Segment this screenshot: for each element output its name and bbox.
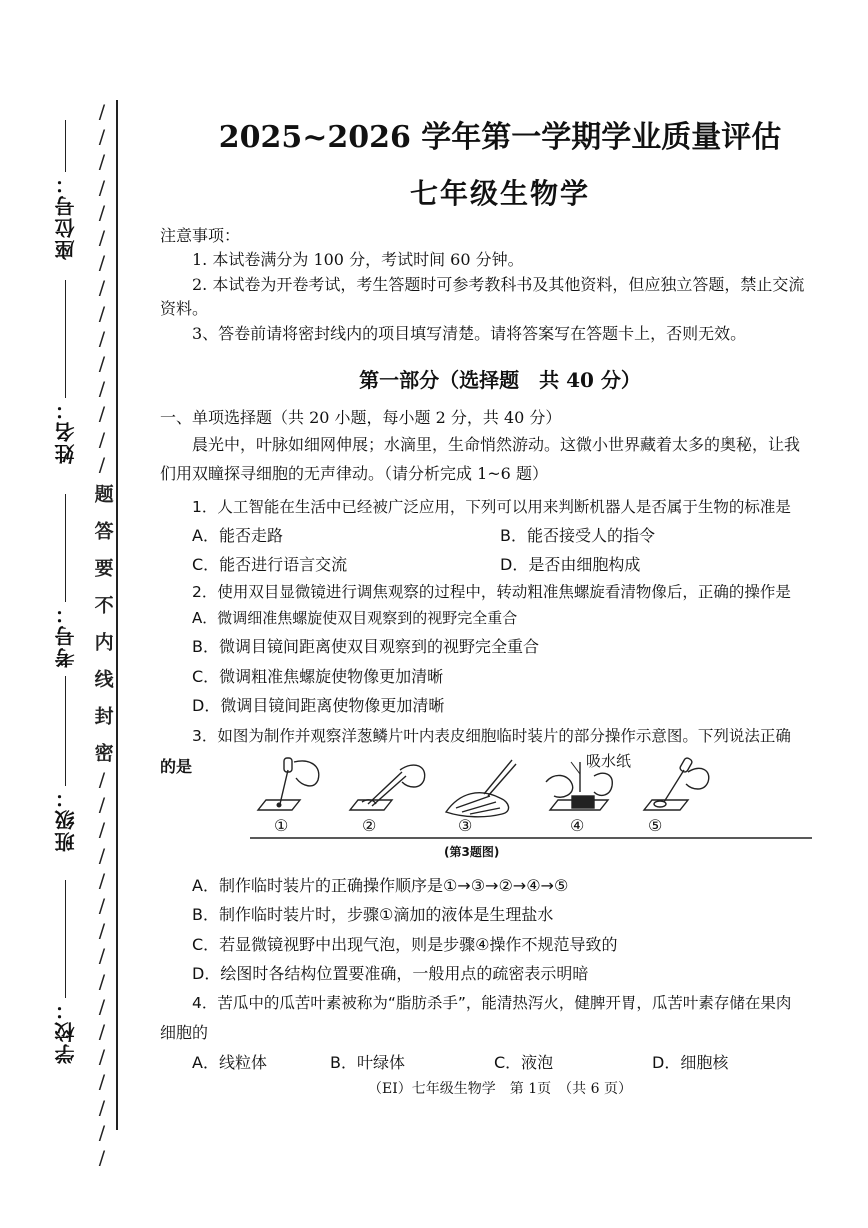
slash-mark: / — [98, 227, 106, 250]
blotting-paper-label: 吸水纸 — [586, 752, 632, 770]
step2-forceps-icon — [350, 765, 425, 810]
school-label: 学校： — [53, 998, 78, 1064]
seal-word: 封 — [91, 706, 114, 726]
slash-mark: / — [98, 277, 106, 300]
q4-stem-cont: 细胞的 — [160, 1023, 209, 1042]
step1-dropper-icon — [258, 758, 319, 810]
q1-option-d[interactable]: D．是否由细胞构成 — [500, 555, 641, 574]
q1-option-b[interactable]: B．能否接受人的指令 — [500, 526, 655, 545]
q4-option-b[interactable]: B．叶绿体 — [330, 1053, 405, 1072]
slash-mark: / — [98, 1021, 106, 1044]
name-fill-line[interactable] — [65, 280, 66, 398]
slash-mark: / — [98, 769, 106, 792]
seal-word: 内 — [91, 632, 114, 652]
figure-caption: (第3题图) — [444, 845, 500, 859]
q3-figure — [250, 752, 812, 840]
note-item: 2. 本试卷为开卷考试，考生答题时可参考教科书及其他资料，但应独立答题，禁止交流 — [192, 275, 805, 294]
q2-option-d[interactable]: D．微调目镜间距离使物像更加清晰 — [192, 696, 445, 715]
section-heading: 一、单项选择题（共 20 小题，每小题 2 分，共 40 分） — [160, 408, 562, 427]
note-item: 1. 本试卷满分为 100 分，考试时间 60 分钟。 — [192, 250, 524, 269]
q2-option-a[interactable]: A．微调细准焦螺旋使双目观察到的视野完全重合 — [192, 609, 518, 627]
q3-stem: 3．如图为制作并观察洋葱鳞片叶内表皮细胞临时装片的部分操作示意图。下列说法正确 — [192, 727, 791, 745]
q4-option-c[interactable]: C．液泡 — [494, 1053, 554, 1072]
q1-option-c[interactable]: C．能否进行语言交流 — [192, 555, 348, 574]
q1-option-a[interactable]: A．能否走路 — [192, 526, 283, 545]
q4-stem: 4．苦瓜中的瓜苦叶素被称为“脂肪杀手”，能清热泻火，健脾开胃，瓜苦叶素存储在果肉 — [192, 994, 792, 1012]
exam-title: 2025~2026 学年第一学期学业质量评估 — [218, 120, 782, 155]
intro-text: 们用双瞳探寻细胞的无声律动。（请分析完成 1~6 题） — [160, 464, 548, 483]
q1-stem: 1．人工智能在生活中已经被广泛应用，下列可以用来判断机器人是否属于生物的标准是 — [192, 498, 791, 516]
slash-mark: / — [98, 895, 106, 918]
slash-mark: / — [98, 428, 106, 451]
slash-mark: / — [98, 970, 106, 993]
step-number: ③ — [458, 816, 473, 835]
slide-procedure-illustration — [250, 752, 812, 840]
seat-field — [36, 120, 94, 260]
slash-mark: / — [98, 302, 106, 325]
exam-number-label: 考号： — [53, 602, 78, 668]
slash-mark: / — [98, 151, 106, 174]
q3-option-c[interactable]: C．若显微镜视野中出现气泡，则是步骤④操作不规范导致的 — [192, 935, 618, 954]
subject-title: 七年级生物学 — [409, 177, 590, 210]
slash-mark: / — [98, 1096, 106, 1119]
q3-option-a[interactable]: A．制作临时装片的正确操作顺序是①→③→②→④→⑤ — [192, 876, 569, 895]
step-number: ① — [274, 816, 289, 835]
step-number: ④ — [570, 816, 585, 835]
name-label: 姓名： — [53, 398, 78, 464]
seal-word: 密 — [91, 743, 114, 763]
slash-mark: / — [98, 403, 106, 426]
seat-label: 座位号： — [53, 172, 78, 260]
step3-epidermis-icon — [446, 760, 516, 817]
seal-column — [88, 100, 116, 1170]
q4-option-a[interactable]: A．线粒体 — [192, 1053, 267, 1072]
slash-mark: / — [98, 794, 106, 817]
slash-mark: / — [98, 1046, 106, 1069]
q3-stem-cont: 的是 — [160, 757, 193, 776]
slash-mark: / — [98, 1071, 106, 1094]
step-number: ⑤ — [648, 816, 663, 835]
class-fill-line[interactable] — [65, 676, 66, 786]
slash-mark: / — [98, 378, 106, 401]
q2-stem: 2．使用双目显微镜进行调焦观察的过程中，转动粗准焦螺旋看清物像后，正确的操作是 — [192, 583, 791, 601]
slash-mark: / — [98, 995, 106, 1018]
slash-mark: / — [98, 101, 106, 123]
exam-number-field — [36, 494, 94, 668]
slash-mark: / — [98, 201, 106, 224]
seat-fill-line[interactable] — [65, 120, 66, 172]
class-field — [36, 676, 94, 852]
seal-word: 不 — [91, 595, 114, 615]
step-number: ② — [362, 816, 377, 835]
exam-number-fill-line[interactable] — [65, 494, 66, 602]
slash-mark: / — [98, 126, 106, 149]
school-fill-line[interactable] — [65, 880, 66, 998]
page-footer: （EI）七年级生物学 第 1页 （共 6 页） — [368, 1081, 632, 1097]
slash-mark: / — [98, 327, 106, 350]
slash-mark: / — [98, 869, 106, 892]
slash-mark: / — [98, 1121, 106, 1144]
slash-mark: / — [98, 819, 106, 842]
q3-option-d[interactable]: D．绘图时各结构位置要准确，一般用点的疏密表示明暗 — [192, 964, 589, 983]
slash-mark: / — [98, 453, 106, 476]
q2-option-c[interactable]: C．微调粗准焦螺旋使物像更加清晰 — [192, 667, 444, 686]
step5-stain-dropper-icon — [644, 757, 709, 810]
slash-mark: / — [98, 252, 106, 275]
note-item: 3、答卷前请将密封线内的项目填写清楚。请将答案写在答题卡上，否则无效。 — [192, 324, 747, 343]
intro-text: 晨光中，叶脉如细网伸展；水滴里，生命悄然游动。这微小世界藏着太多的奥秘，让我 — [192, 435, 801, 454]
part-heading: 第一部分（选择题 共 40 分） — [359, 368, 641, 392]
slash-mark: / — [98, 176, 106, 199]
seal-word: 要 — [91, 558, 114, 578]
seal-word: 线 — [91, 669, 114, 689]
seal-word: 答 — [91, 521, 114, 541]
q4-option-d[interactable]: D．细胞核 — [652, 1053, 729, 1072]
name-field — [36, 280, 94, 464]
slash-mark: / — [98, 1147, 106, 1170]
class-label: 班级： — [53, 786, 78, 852]
slash-mark: / — [98, 920, 106, 943]
seal-word: 题 — [91, 484, 114, 504]
q2-option-b[interactable]: B．微调目镜间距离使双目观察到的视野完全重合 — [192, 637, 539, 656]
binding-line — [116, 100, 118, 1130]
slash-mark: / — [98, 844, 106, 867]
note-item: 资料。 — [160, 299, 209, 318]
slash-mark: / — [98, 945, 106, 968]
q3-option-b[interactable]: B．制作临时装片时，步骤①滴加的液体是生理盐水 — [192, 905, 554, 924]
school-field — [36, 880, 94, 1064]
slash-mark: / — [98, 353, 106, 376]
notes-heading: 注意事项： — [160, 226, 241, 245]
